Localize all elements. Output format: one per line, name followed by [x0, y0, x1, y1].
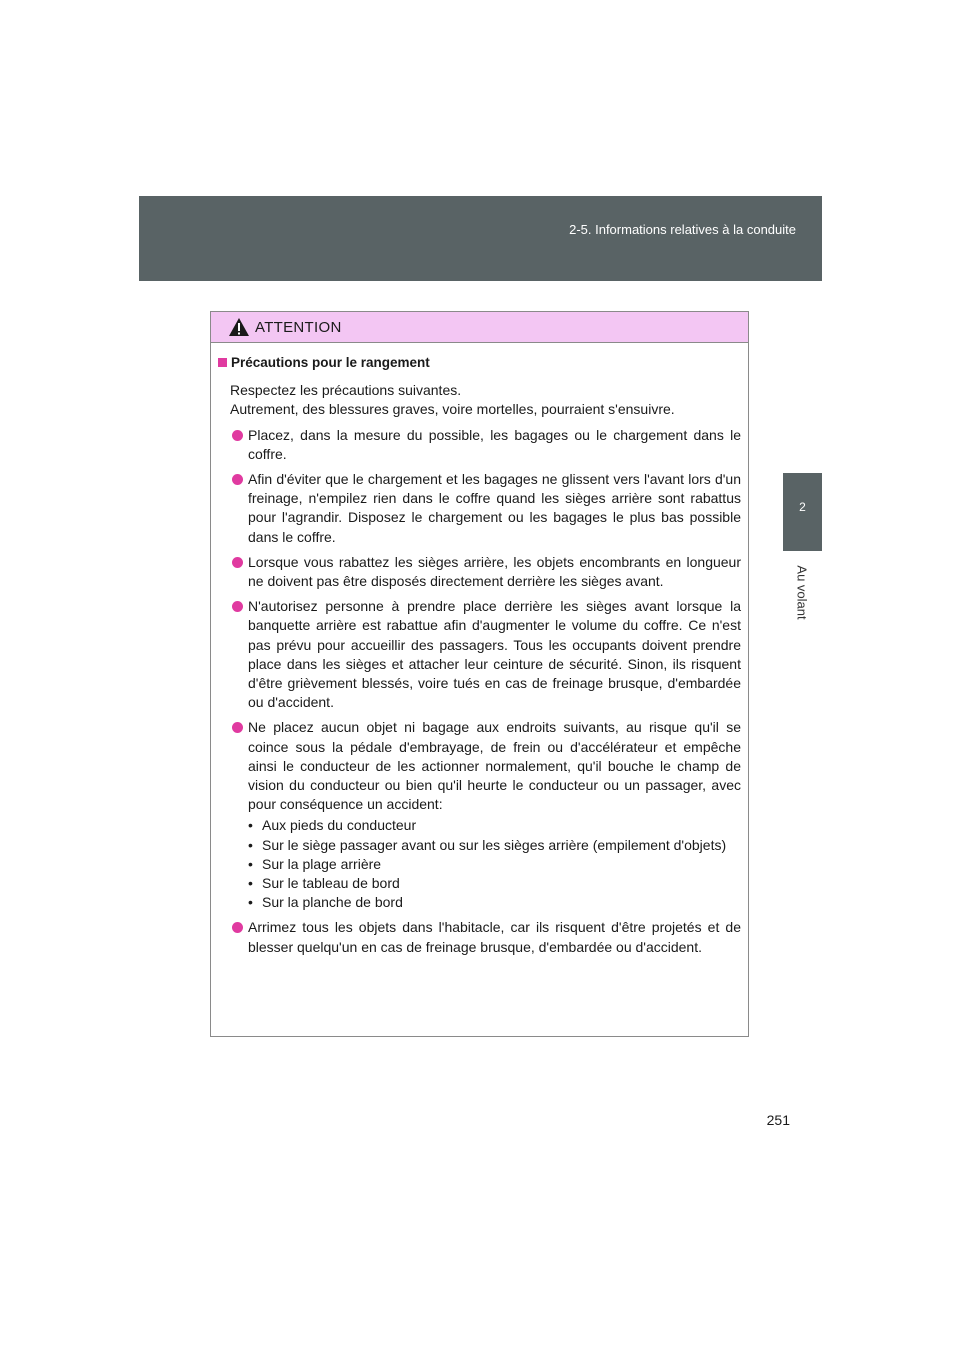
- list-item: [232, 470, 741, 547]
- list-item: [232, 553, 741, 591]
- intro-line: Respectez les précautions suivantes.: [230, 382, 462, 399]
- bullet-dot-icon: [232, 601, 243, 612]
- list-item-text: N'autorisez personne à prendre place derrière les sièges avant lorsque la banquette arrière est rabattue afin d'augmenter le volume du coffre. Ce n'est pas prévu pour accueillir des passagers. Tous les occupants doivent prendre place dans les sièges et attacher leur ceinture de sécurité. Sinon, ils risquent d'être grièvement blessés, voire tués en cas de freinage brusque, d'embardée ou d'accident.: [248, 598, 741, 711]
- heading-text: Précautions pour le rangement: [231, 355, 430, 370]
- list-item-text: Arrimez tous les objets dans l'habitacle, car ils risquent d'être projetés et de blesser quelqu'un en cas de freinage brusque, d'embardée ou d'accident.: [248, 919, 741, 955]
- list-item-text: Lorsque vous rabattez les sièges arrière, les objets encombrants en longueur ne doivent pas être disposés directement derrière les sièges avant.: [248, 553, 741, 590]
- header-band: [139, 196, 822, 281]
- bullet-dot-icon: [232, 557, 243, 568]
- sub-item-text: Sur la planche de bord: [262, 894, 403, 911]
- sub-list-item: [248, 836, 741, 855]
- sub-list: [248, 816, 741, 912]
- sub-bullet: •: [248, 855, 253, 872]
- sub-bullet: •: [248, 836, 253, 853]
- sub-bullet: •: [248, 875, 253, 892]
- list-item: [232, 426, 741, 464]
- section-heading: [218, 353, 741, 372]
- list-item: [232, 718, 741, 912]
- sub-item-text: Sur la plage arrière: [262, 855, 382, 872]
- list-item: [232, 597, 741, 712]
- page-number: 251: [766, 1112, 790, 1128]
- chapter-label-text: Au volant: [794, 564, 810, 620]
- bullet-dot-icon: [232, 722, 243, 733]
- warning-box: [210, 311, 749, 1037]
- list-item-text: Placez, dans la mesure du possible, les bagages ou le chargement dans le coffre.: [248, 426, 741, 462]
- square-bullet-icon: [218, 358, 227, 367]
- section-title: 2-5. Informations relatives à la conduite: [569, 222, 796, 237]
- sub-item-text: Sur le tableau de bord: [262, 875, 400, 892]
- sub-list-item: [248, 893, 741, 912]
- sub-item-text: Sur le siège passager avant ou sur les sièges arrière (empilement d'objets): [262, 836, 727, 853]
- sub-bullet: •: [248, 817, 253, 834]
- sub-list-item: [248, 874, 741, 893]
- sub-item-text: Aux pieds du conducteur: [262, 817, 417, 834]
- chapter-label: [784, 552, 820, 632]
- bullet-dot-icon: [232, 474, 243, 485]
- chapter-number: 2: [799, 500, 806, 514]
- warning-content: [211, 343, 748, 957]
- bullet-dot-icon: [232, 922, 243, 933]
- sub-list-item: [248, 855, 741, 874]
- list-item-text: Ne placez aucun objet ni bagage aux endroits suivants, au risque qu'il se coince sous la pédale d'embrayage, de frein ou d'accélérateur et empêche ainsi le conducteur de les actionner normalement, qu'il bouche le champ de vision du conducteur ou bien qu'il heurte le conducteur ou un passager, avec pour conséquence un accident:: [248, 719, 741, 813]
- warning-header: [211, 312, 748, 343]
- warning-title: ATTENTION: [255, 318, 342, 336]
- bullet-dot-icon: [232, 430, 243, 441]
- chapter-tab: [783, 473, 822, 551]
- intro-line: Autrement, des blessures graves, voire mortelles, pourraient s'ensuivre.: [230, 401, 675, 418]
- list-item-text: Afin d'éviter que le chargement et les bagages ne glissent vers l'avant lors d'un freinage, n'empilez rien dans le coffre quand les sièges arrière sont rabattus pour l'agrandir. Disposez le chargement ou les bagages le plus bas possible dans le coffre.: [248, 471, 741, 545]
- warning-triangle-icon: [228, 317, 250, 337]
- sub-list-item: [248, 816, 741, 835]
- sub-bullet: •: [248, 894, 253, 911]
- intro-text: [230, 381, 741, 419]
- list-item: [232, 918, 741, 956]
